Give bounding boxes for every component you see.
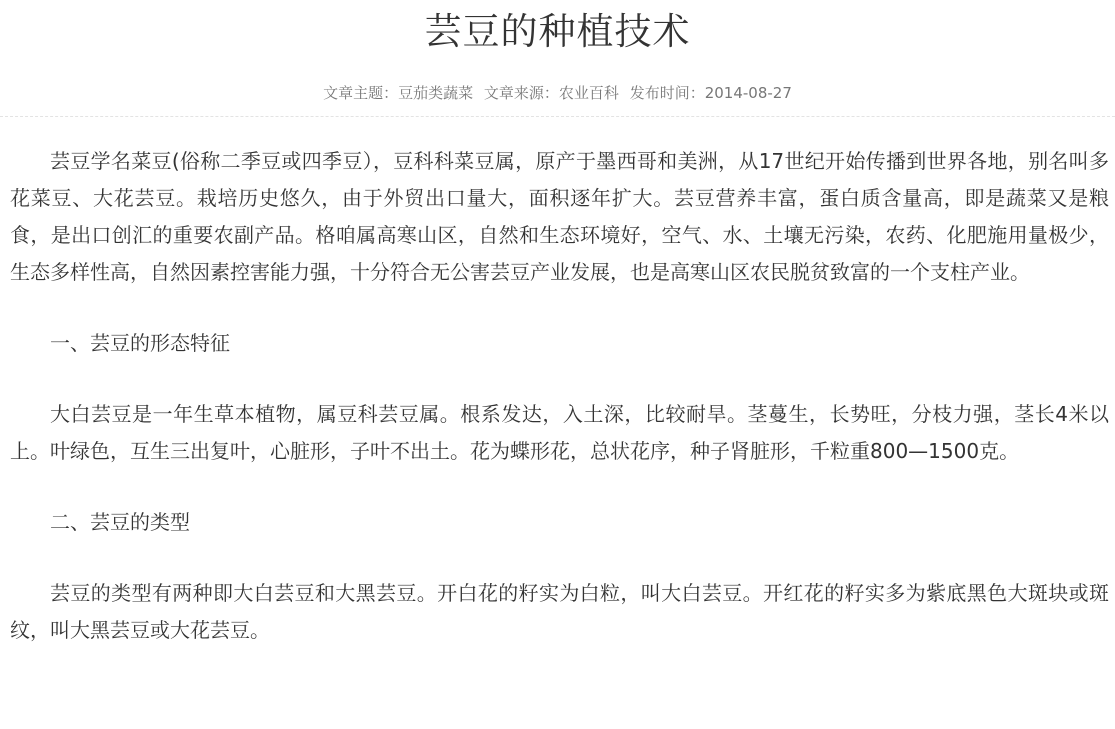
meta-topic: 文章主题：豆茄类蔬菜 bbox=[323, 84, 474, 102]
meta-divider bbox=[0, 116, 1115, 117]
section-heading-types: 二、芸豆的类型 bbox=[50, 510, 190, 534]
article-body bbox=[0, 143, 1115, 649]
article-meta bbox=[0, 82, 1115, 104]
section-heading-morphology: 一、芸豆的形态特征 bbox=[50, 331, 230, 355]
paragraph-types: 芸豆的类型有两种即大白芸豆和大黑芸豆。开白花的籽实为白粒，叫大白芸豆。开红花的籽实多为紫底黑色大斑块或斑纹，叫大黑芸豆或大花芸豆。 bbox=[10, 581, 1109, 642]
paragraph-intro: 芸豆学名菜豆(俗称二季豆或四季豆），豆科科菜豆属，原产于墨西哥和美洲，从17世纪开始传播到世界各地，别名叫多花菜豆、大花芸豆。栽培历史悠久，由于外贸出口量大，面积逐年扩大。芸豆营养丰富，蛋白质含量高，即是蔬菜又是粮食，是出口创汇的重要农副产品。格咱属高寒山区，自然和生态环境好，空气、水、土壤无污染，农药、化肥施用量极少，生态多样性高，自然因素控害能力强，十分符合无公害芸豆产业发展，也是高寒山区农民脱贫致富的一个支柱产业。 bbox=[10, 149, 1109, 284]
article-title: 芸豆的种植技术 bbox=[424, 10, 691, 53]
paragraph-morphology: 大白芸豆是一年生草本植物，属豆科芸豆属。根系发达，入土深，比较耐旱。茎蔓生，长势旺，分枝力强，茎长4米以上。叶绿色，互生三出复叶，心脏形，子叶不出土。花为蝶形花，总状花序，种子肾脏形，千粒重800—1500克。 bbox=[10, 402, 1109, 463]
meta-date: 发布时间：2014-08-27 bbox=[629, 84, 792, 102]
meta-source: 文章来源：农业百科 bbox=[483, 84, 619, 102]
